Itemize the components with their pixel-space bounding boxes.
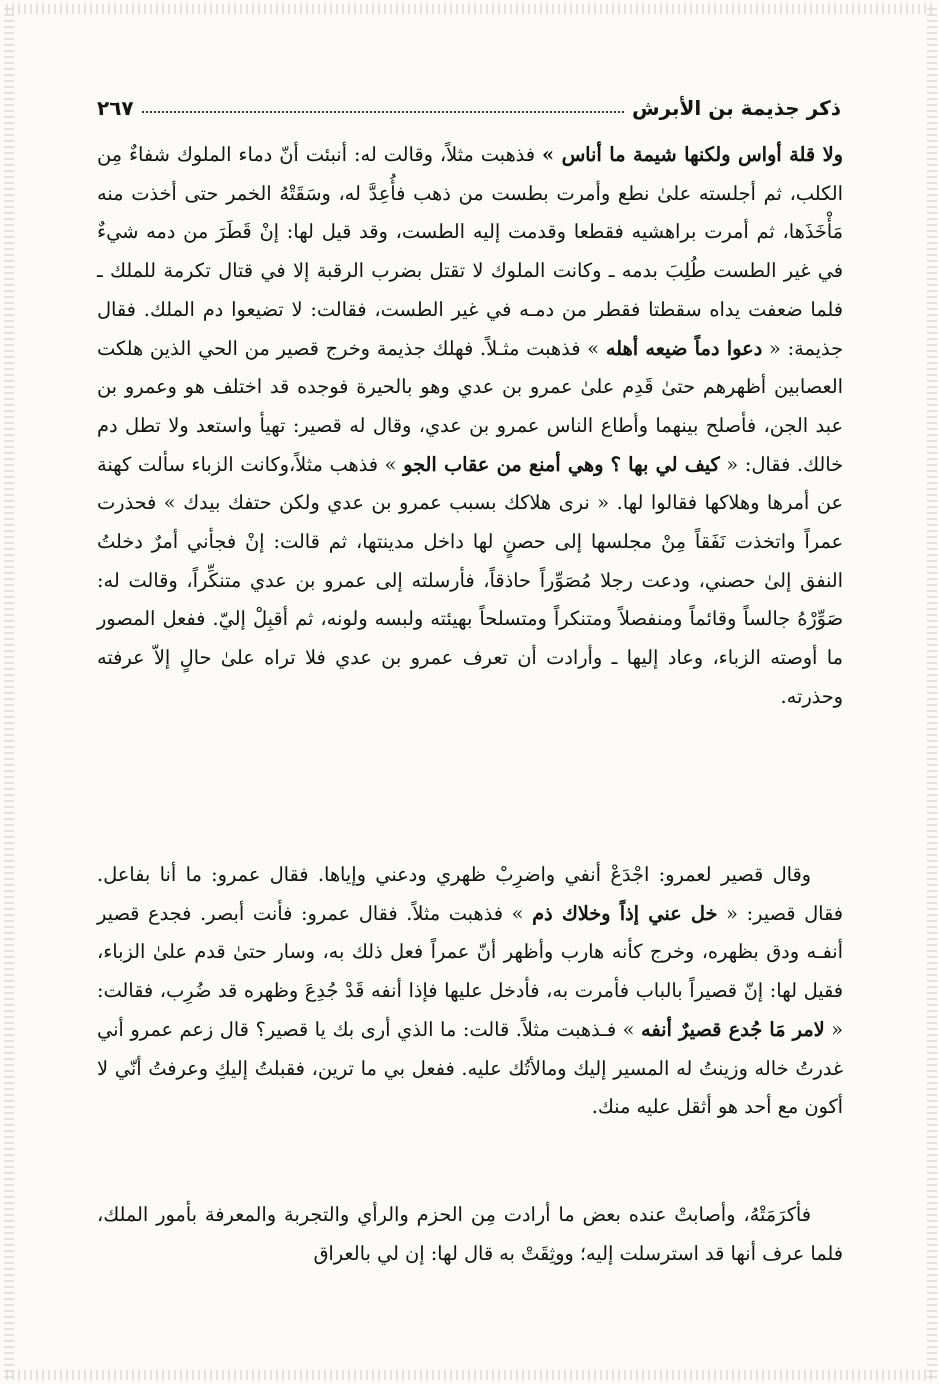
- paragraph-text: فذهبت مثلاً، وقالت له: أنبئت أنّ دماء الملوك شفاءٌ مِن الكلب، ثم أجلسته علىٰ نطع وأمرت بطست من ذهب فأُعِدَّ له، وسَقَتْهُ الخمر حتى أخذت منه مَأْخَذَها، ثم أمرت براهشيه فقطعا وقدمت إليه الطست، وقد قيل لها: إنْ قَطَرَ من دمه شيءٌ في غير الطست طُلِبَ بدمه ـ وكانت الملوك لا تقتل بضرب الرقبة إلا في قتال تكرمة للملك ـ فلما ضعفت يداه سقطتا فقطر من دمـه في غير الطست، فقالت: لا تضيعوا دم الملك. فقال جذيمة: «: [97, 143, 843, 360]
- proverb-text: كيف لي بها ؟ وهي أمنع من عقاب الجو: [403, 452, 720, 476]
- paragraph-text: » فذهبت مثلاً. فقال عمرو: فأنت أبصر. فجدع قصير أنفـه ودق بظهره، وخرج كأنه هارب وأظهر أنّ عمراً فعل ذلك به، وسار حتىٰ قدم علىٰ الزباء، فقيل لها: إنّ قصيراً بالباب فأمرت به، فأدخل عليها فإذا أنفه قَدْ جُدِعَ وظهره قد ضُرِب، فقالت: «: [97, 901, 843, 1041]
- paragraph-text: » فذهب مثلاً،وكانت الزباء سألت كهنة عن أمرها وهلاكها فقالوا لها. « نرى هلاكك بسبب عمرو بن عدي ولكن حتفك بيدك » فحذرت عمراً واتخذت نَفَقاً مِنْ مجلسها إلى حصنٍ لها داخل مدينتها، ثم قالت: إنْ فجأني أمرٌ دخلتُ النفق إلىٰ حصني، ودعت رجلا مُصَوِّراً حاذقاً، فأرسلته إلى عمرو بن عدي متنكِّراً، وقالت له: صَوِّرْهُ جالساً وقائماً ومنفصلاً ومتنكراً ومتسلحاً بهيئته ولبسه ولونه، ثم أقبِلْ إليّ. ففعل المصور ما أوصته الزباء، وعاد إليها ـ وأرادت أن تعرف عمرو بن عدي فلا تراه علىٰ حالٍ إلاّ عرفته وحذرته.: [97, 452, 843, 708]
- paragraph-text: » فـذهبت مثلاً. قالت: ما الذي أرى بك يا قصير؟ قال زعم عمرو أني غدرتُ خاله وزينتُ له المسير إليك ومالأتُك عليه. ففعل بي ما ترين، فقبلتُ إليكِ وعرفتُ أنّي لا أكون مع أحد هو أثقل عليه منك.: [97, 1017, 843, 1119]
- body-paragraph-1: [97, 136, 843, 717]
- running-header: [97, 84, 841, 120]
- proverb-text: لامر مَا جُدع قصيرٌ أنفه: [641, 1017, 825, 1041]
- proverb-text: ولا قلة أواس ولكنها شيمة ما أناس »: [541, 143, 843, 166]
- header-dotted-leader: [142, 111, 624, 113]
- page-number: ٢٦٧: [97, 96, 134, 120]
- proverb-text: خل عني إذاً وخلاك ذم: [532, 901, 718, 925]
- scan-border-right: [927, 6, 937, 1378]
- scan-border-left: [4, 6, 14, 1378]
- scan-border-top: [6, 4, 933, 14]
- body-paragraph-3: [97, 1196, 843, 1273]
- header-title: ذكر جذيمة بن الأبرش: [631, 96, 841, 120]
- scan-border-bottom: [6, 1370, 933, 1380]
- paragraph-text: » فذهبت مثـلاً. فهلك جذيمة وخرج قصير من الحي الذين هلكت العصابين أظهرهم حتىٰ قَدِم علىٰ عمرو بن عدي وهو بالحيرة فوجده قد اختلف هو وعمرو بن عبد الجن، فأصلح بينهما وأطاع الناس عمرو بن عدي، وقال له قصير: تهيأ واستعد ولا تطل دم خالك. فقال: «: [97, 336, 843, 476]
- proverb-text: دعوا دماً ضيعه أهله: [605, 336, 763, 360]
- body-paragraph-2: [97, 856, 843, 1127]
- paragraph-text: فأكرَمَتْهُ، وأصابتْ عنده بعض ما أرادت مِن الحزم والرأي والتجربة والمعرفة بأمور الملك، فلما عرف أنها قد استرسلت إليه؛ ووثِقَتْ به قال لها: إن لي بالعراق: [97, 1203, 843, 1265]
- paragraph-text: وقال قصير لعمرو: اجْدَعْ أنفي واضرِبْ ظهري ودعني وإياها. فقال عمرو: ما أنا بفاعل. فقال قصير: «: [97, 863, 843, 925]
